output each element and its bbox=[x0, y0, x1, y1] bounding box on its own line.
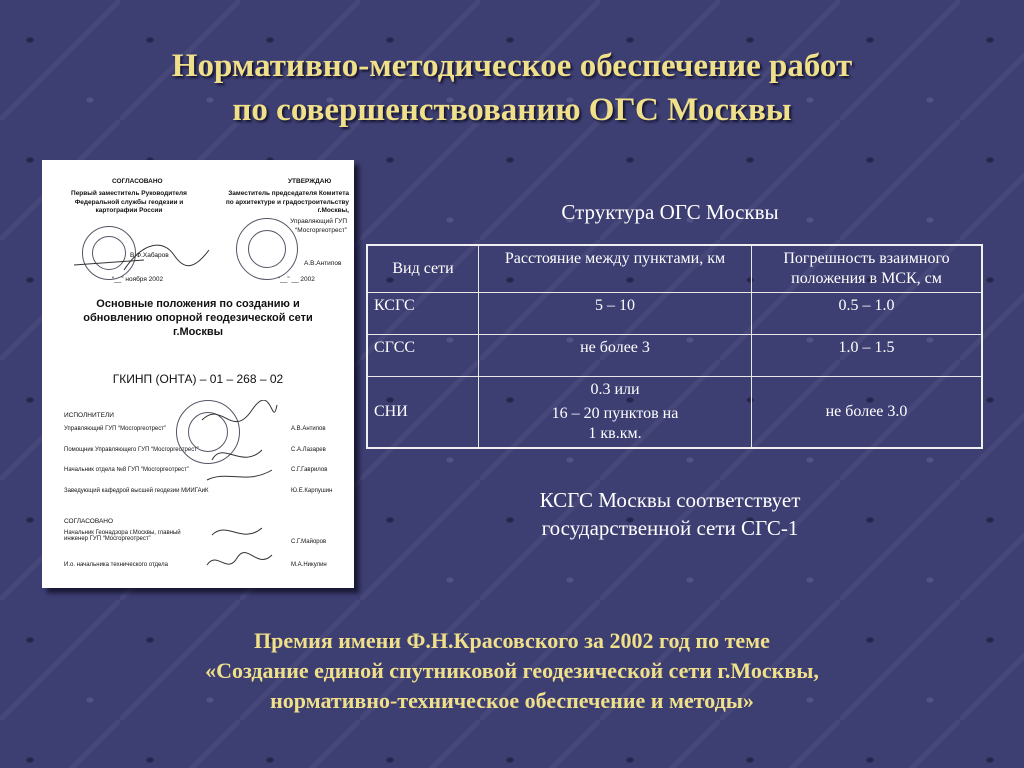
title-line-2: по совершенствованию ОГС Москвы bbox=[232, 92, 792, 128]
agreed-header: СОГЛАСОВАНО bbox=[64, 518, 114, 525]
slide-title bbox=[60, 44, 964, 132]
cell-distance-line-1: 0.3 или bbox=[590, 381, 640, 398]
sgs-note bbox=[440, 486, 900, 542]
cell-network: КСГС bbox=[367, 293, 479, 335]
sgs-note-line-1: КСГС Москвы соответствует bbox=[539, 488, 801, 512]
executor-role: Помощник Управляющего ГУП “Мосгоргеотрест” bbox=[64, 447, 199, 453]
cell-error: не более 3.0 bbox=[752, 377, 983, 449]
agreed-role: И.о. начальника технического отдела bbox=[64, 562, 169, 568]
executor-signatures bbox=[192, 400, 282, 490]
executors-header: ИСПОЛНИТЕЛИ bbox=[64, 412, 114, 419]
doc-right-text2: Управляющий ГУП “Мосгоргеотрест” bbox=[290, 218, 347, 234]
table-caption: Структура ОГС Москвы bbox=[561, 200, 779, 224]
footer-line-2: «Создание единой спутниковой геодезической сети г.Москвы, bbox=[205, 658, 819, 683]
header-network-type: Вид сети bbox=[367, 245, 479, 293]
agreed-name: М.А.Никулин bbox=[291, 562, 327, 568]
doc-right-date: “__” __ 2002 bbox=[278, 276, 315, 283]
left-signature bbox=[64, 230, 214, 280]
executor-role: Управляющий ГУП “Мосгоргеотрест” bbox=[64, 426, 167, 432]
doc-left-text: Первый заместитель Руководителя Федеральной службы геодезии и картографии России bbox=[71, 190, 187, 214]
agreed-role: Начальник Геонадзора г.Москвы, главный инженер ГУП “Мосгоргеотрест” bbox=[64, 530, 181, 542]
executor-role: Начальник отдела №8 ГУП “Мосгоргеотрест” bbox=[64, 467, 189, 473]
table-row bbox=[367, 335, 982, 377]
cell-distance bbox=[479, 377, 752, 449]
cell-distance-line-2: 16 – 20 пунктов на bbox=[551, 405, 679, 422]
table-row bbox=[367, 293, 982, 335]
doc-code: ГКИНП (ОНТА) – 01 – 268 – 02 bbox=[112, 372, 284, 386]
cell-distance-line-3: 1 кв.км. bbox=[588, 425, 642, 442]
footer-line-1: Премия имени Ф.Н.Красовского за 2002 год по теме bbox=[254, 628, 770, 653]
cell-network: СНИ bbox=[367, 377, 479, 449]
table-header-row bbox=[367, 245, 982, 293]
doc-right-header: УТВЕРЖДАЮ bbox=[288, 178, 332, 185]
cell-distance: 5 – 10 bbox=[479, 293, 752, 335]
doc-left-header: СОГЛАСОВАНО bbox=[112, 178, 163, 185]
footer-line-3: нормативно-техническое обеспечение и методы» bbox=[270, 688, 754, 713]
doc-right-name: А.В.Антипов bbox=[304, 260, 342, 267]
doc-left-name: В.Ф.Хабаров bbox=[130, 252, 169, 259]
executor-name: С.Г.Гаврилов bbox=[291, 467, 328, 473]
executor-role: Заведующий кафедрой высшей геодезии МИИГАиК bbox=[64, 488, 209, 494]
table-row bbox=[367, 377, 982, 449]
doc-right-text: Заместитель председателя Комитета по архитектуре и градостроительству г.Москвы, bbox=[225, 190, 349, 214]
title-line-1: Нормативно-методическое обеспечение работ bbox=[171, 48, 853, 84]
agreed-signatures bbox=[202, 520, 292, 580]
executor-name: Ю.Е.Карпушин bbox=[291, 488, 333, 494]
sgs-note-line-2: государственной сети СГС-1 bbox=[541, 516, 799, 540]
header-distance: Расстояние между пунктами, км bbox=[479, 245, 752, 293]
agreed-row bbox=[64, 562, 334, 568]
executor-name: С.А.Лазарев bbox=[291, 447, 326, 453]
cell-error: 1.0 – 1.5 bbox=[752, 335, 983, 377]
document-scan bbox=[42, 160, 354, 588]
doc-left-date: “__” ноября 2002 bbox=[112, 276, 164, 283]
header-error: Погрешность взаимного положения в МСК, см bbox=[752, 245, 983, 293]
award-footer bbox=[40, 626, 984, 716]
cell-network: СГСС bbox=[367, 335, 479, 377]
agreed-name: С.Г.Майоров bbox=[291, 539, 327, 545]
round-stamp-right-inner bbox=[248, 230, 286, 268]
agreed-row bbox=[64, 530, 204, 542]
cell-error: 0.5 – 1.0 bbox=[752, 293, 983, 335]
ogs-structure-table bbox=[366, 244, 983, 449]
cell-distance: не более 3 bbox=[479, 335, 752, 377]
executor-name: А.В.Антипов bbox=[291, 426, 326, 432]
doc-main-title: Основные положения по созданию и обновлению опорной геодезической сети г.Москвы bbox=[83, 298, 313, 338]
